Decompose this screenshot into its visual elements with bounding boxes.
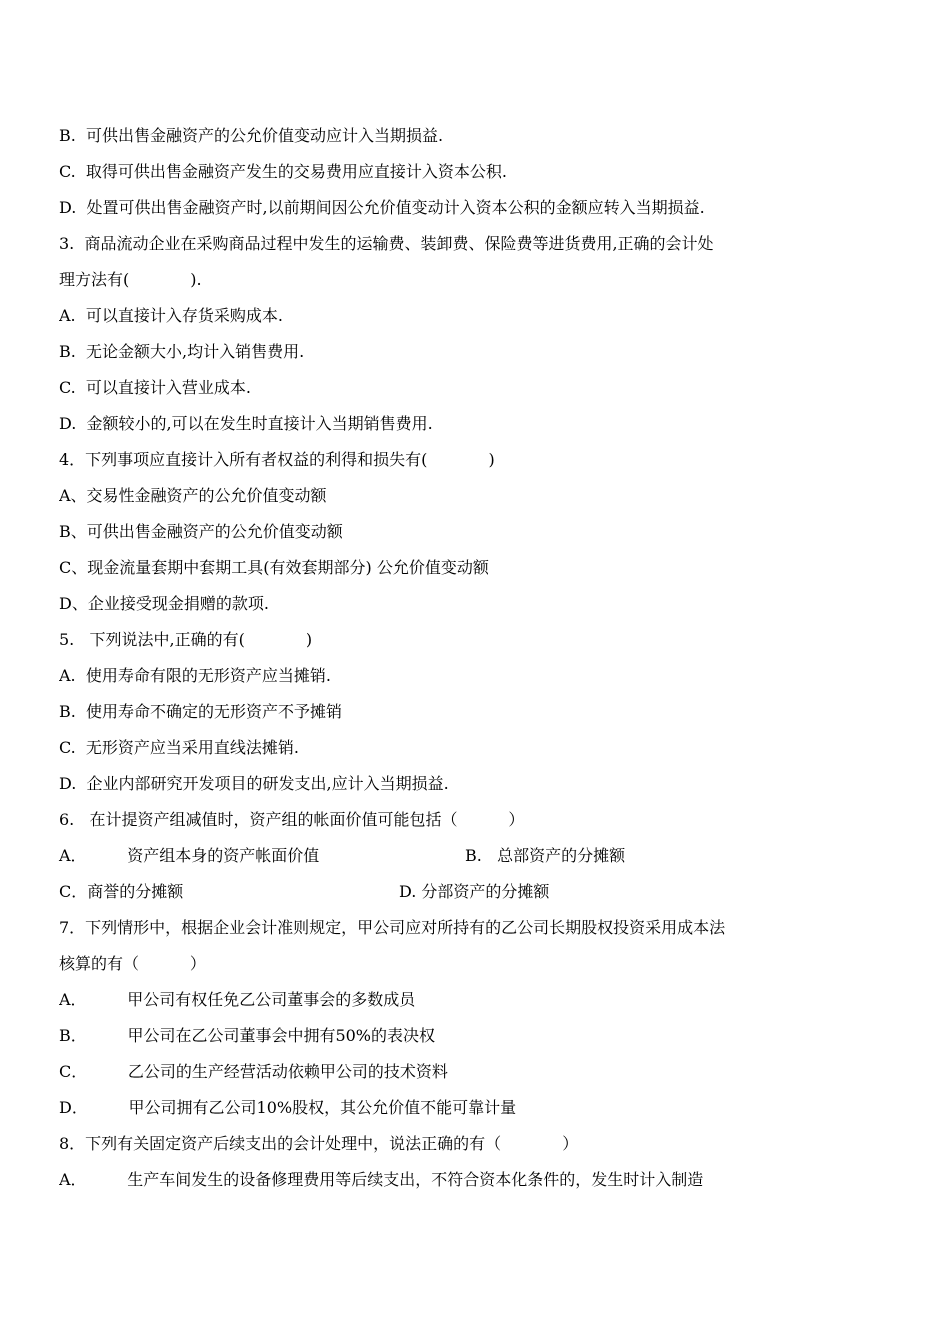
option-line: D． 甲公司拥有乙公司10%股权，其公允价值不能可靠计量 [59,1098,517,1117]
option-c: C．商誉的分摊额 [59,882,184,901]
option-line: A. 使用寿命有限的无形资产应当摊销. [59,666,331,685]
question-8-line: 8．下列有关固定资产后续支出的会计处理中，说法正确的有（ ） [59,1134,579,1153]
text-line: C. 取得可供出售金融资产发生的交易费用应直接计入资本公积. [59,162,508,181]
option-line: D. 金额较小的,可以在发生时直接计入当期销售费用. [59,414,433,433]
option-line: C、现金流量套期中套期工具(有效套期部分) 公允价值变动额 [59,558,489,577]
question-6-line: 6. 在计提资产组减值时，资产组的帐面价值可能包括（ ） [59,810,525,829]
option-line: C. 可以直接计入营业成本. [59,378,252,397]
option-line: B. 无论金额大小,均计入销售费用. [59,342,305,361]
option-row [59,846,869,866]
option-line: A． 甲公司有权任免乙公司董事会的多数成员 [59,990,416,1009]
question-4-line: 4．下列事项应直接计入所有者权益的利得和损失有( ) [59,450,495,469]
question-3-line: 3. 商品流动企业在采购商品过程中发生的运输费、装卸费、保险费等进货费用,正确的会计处 [59,234,714,253]
option-line: D、企业接受现金捐赠的款项. [59,594,269,613]
question-7-line: 7．下列情形中，根据企业会计准则规定，甲公司应对所持有的乙公司长期股权投资采用成本法 [59,918,726,937]
option-a: A． 资产组本身的资产帐面价值 [59,846,320,865]
text-line: D. 处置可供出售金融资产时,以前期间因公允价值变动计入资本公积的金额应转入当期损益. [59,198,705,217]
text-line: 核算的有（ ） [59,954,206,973]
option-b: B. 总部资产的分摊额 [465,846,626,865]
option-d: D. 分部资产的分摊额 [399,882,550,901]
option-line: A. 可以直接计入存货采购成本. [59,306,283,325]
option-line: C． 乙公司的生产经营活动依赖甲公司的技术资料 [59,1062,448,1081]
option-row [59,882,869,902]
question-5-line: 5. 下列说法中,正确的有( ) [59,630,313,649]
option-line: B、可供出售金融资产的公允价值变动额 [59,522,343,541]
option-line: A、交易性金融资产的公允价值变动额 [59,486,327,505]
option-line: B． 甲公司在乙公司董事会中拥有50%的表决权 [59,1026,436,1045]
text-line: 理方法有( ). [59,270,202,289]
option-line: B. 使用寿命不确定的无形资产不予摊销 [59,702,343,721]
text-line: B. 可供出售金融资产的公允价值变动应计入当期损益. [59,126,444,145]
option-line: C. 无形资产应当采用直线法摊销. [59,738,300,757]
option-line: A． 生产车间发生的设备修理费用等后续支出，不符合资本化条件的，发生时计入制造 [59,1170,704,1189]
option-line: D. 企业内部研究开发项目的研发支出,应计入当期损益. [59,774,449,793]
